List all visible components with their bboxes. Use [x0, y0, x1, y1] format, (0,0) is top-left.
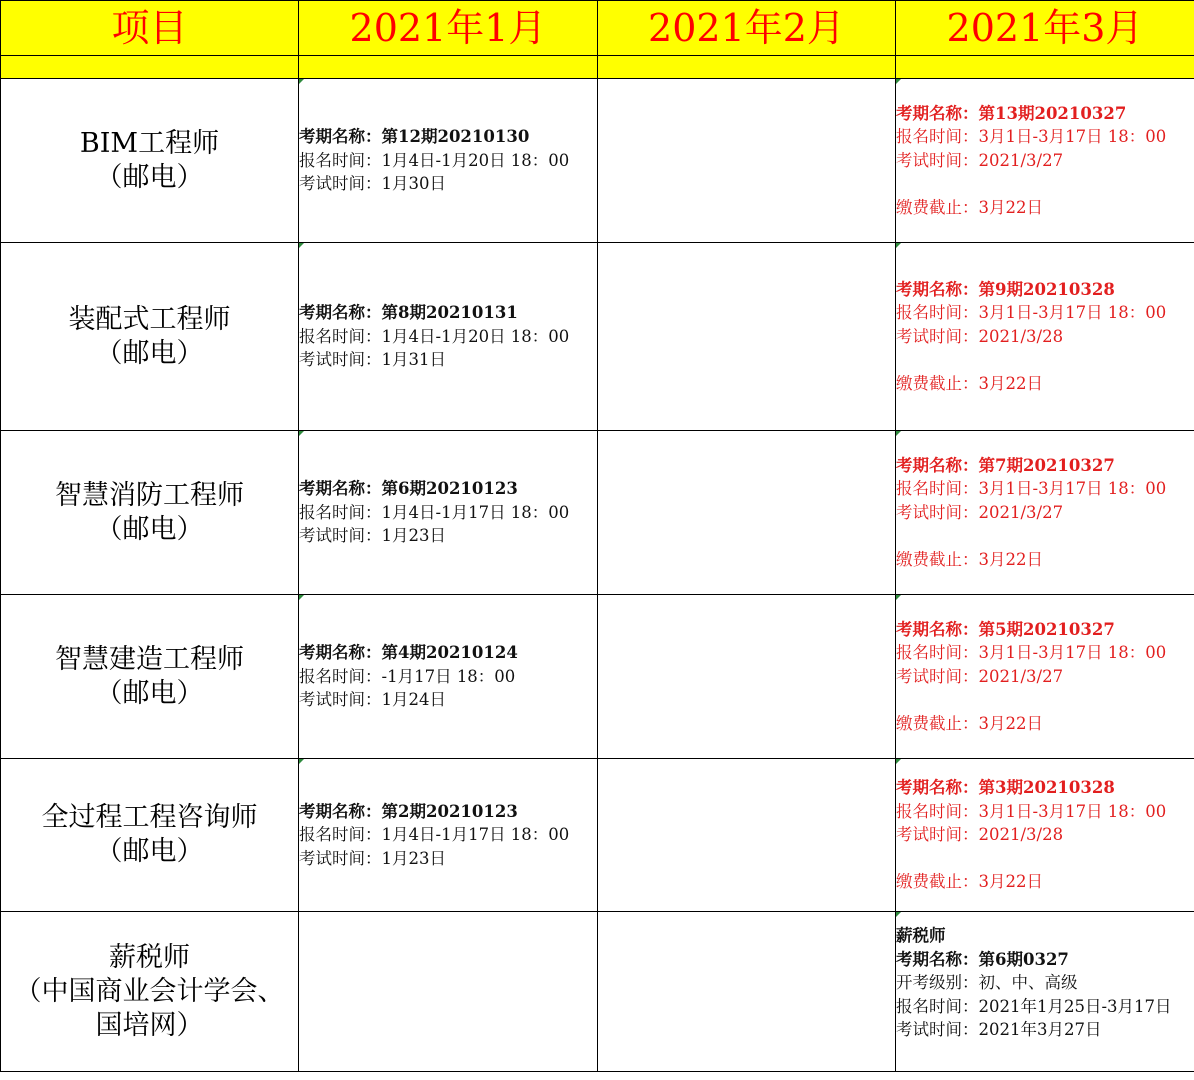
- header-row: [1, 1, 1194, 56]
- fee-deadline: 缴费截止：3月22日: [896, 197, 1043, 217]
- term-name: 考期名称：第12期20210130: [299, 127, 530, 147]
- exam-time: 考试时间：1月23日: [299, 848, 446, 868]
- term-name: 考期名称：第8期20210131: [299, 303, 518, 323]
- registration-time: 报名时间：1月4日-1月20日 18：00: [299, 326, 570, 346]
- project-cell[interactable]: [1, 79, 299, 243]
- exam-time: 考试时间：2021/3/27: [896, 150, 1064, 170]
- registration-time: 报名时间：3月1日-3月17日 18：00: [896, 801, 1167, 821]
- registration-time: 报名时间：1月4日-1月17日 18：00: [299, 825, 570, 845]
- header-spacer-cell[interactable]: [598, 56, 896, 79]
- project-name: 装配式工程师: [68, 303, 231, 335]
- registration-time: 报名时间：3月1日-3月17日 18：00: [896, 643, 1167, 663]
- feb-cell[interactable]: [598, 243, 896, 431]
- header-spacer-cell[interactable]: [896, 56, 1194, 79]
- exam-time: 考试时间：2021/3/28: [896, 326, 1064, 346]
- jan-cell[interactable]: [299, 759, 598, 912]
- spacer: [896, 688, 1194, 712]
- fee-deadline: 缴费截止：3月22日: [896, 872, 1043, 892]
- header-mar[interactable]: 2021年3月: [896, 1, 1194, 56]
- project-org: （邮电）: [95, 677, 204, 709]
- registration-time: 报名时间：3月1日-3月17日 18：00: [896, 127, 1167, 147]
- term-name: 考期名称：第2期20210123: [299, 801, 518, 821]
- project-org-2: 国培网）: [95, 1009, 204, 1041]
- spacer: [896, 524, 1194, 548]
- feb-cell[interactable]: [598, 431, 896, 595]
- table-row: [1, 79, 1194, 243]
- header-spacer-cell[interactable]: [299, 56, 598, 79]
- project-org: （邮电）: [95, 513, 204, 545]
- feb-cell[interactable]: [598, 79, 896, 243]
- term-name: 考期名称：第5期20210327: [896, 619, 1115, 639]
- exam-time: 考试时间：1月24日: [299, 690, 446, 710]
- term-name: 考期名称：第13期20210327: [896, 103, 1127, 123]
- table-row: [1, 912, 1194, 1072]
- header-feb[interactable]: 2021年2月: [598, 1, 896, 56]
- exam-time: 考试时间：2021/3/28: [896, 825, 1064, 845]
- project-name: 全过程工程咨询师: [41, 802, 258, 833]
- fee-deadline: 缴费截止：3月22日: [896, 549, 1043, 569]
- exam-level: 开考级别：初、中、高级: [896, 973, 1078, 992]
- project-cell[interactable]: [1, 243, 299, 431]
- project-cell[interactable]: [1, 431, 299, 595]
- project-cell[interactable]: [1, 595, 299, 759]
- spacer: [896, 172, 1194, 196]
- mar-cell[interactable]: [896, 595, 1194, 759]
- exam-time: 考试时间：2021/3/27: [896, 502, 1064, 522]
- registration-time: 报名时间：3月1日-3月17日 18：00: [896, 303, 1167, 323]
- project-name: BIM工程师: [79, 127, 220, 159]
- feb-cell[interactable]: [598, 595, 896, 759]
- spacer: [896, 348, 1194, 372]
- jan-cell[interactable]: [299, 243, 598, 431]
- project-org: （邮电）: [95, 337, 204, 369]
- exam-time: 考试时间：2021年3月27日: [896, 1020, 1102, 1039]
- header-project[interactable]: 项目: [1, 1, 299, 56]
- jan-cell[interactable]: [299, 79, 598, 243]
- exam-time: 考试时间：1月30日: [299, 174, 446, 194]
- project-name: 智慧消防工程师: [55, 479, 244, 511]
- registration-time: 报名时间：-1月17日 18：00: [299, 666, 516, 686]
- project-cell[interactable]: [1, 912, 299, 1072]
- mar-cell[interactable]: [896, 912, 1194, 1072]
- project-cell[interactable]: [1, 759, 299, 912]
- mar-cell[interactable]: [896, 79, 1194, 243]
- registration-time: 报名时间：3月1日-3月17日 18：00: [896, 479, 1167, 499]
- feb-cell[interactable]: [598, 759, 896, 912]
- project-org: （邮电）: [95, 161, 204, 193]
- table-row: [1, 759, 1194, 912]
- term-name: 考期名称：第3期20210328: [896, 778, 1115, 798]
- project-name: 智慧建造工程师: [55, 643, 244, 675]
- table-row: [1, 431, 1194, 595]
- jan-cell[interactable]: [299, 595, 598, 759]
- fee-deadline: 缴费截止：3月22日: [896, 713, 1043, 733]
- cert-title: 薪税师: [896, 926, 946, 945]
- registration-time: 报名时间：2021年1月25日-3月17日: [896, 996, 1172, 1016]
- project-org: （邮电）: [95, 836, 204, 867]
- jan-cell[interactable]: [299, 912, 598, 1072]
- exam-time: 考试时间：2021/3/27: [896, 666, 1064, 686]
- mar-cell[interactable]: [896, 759, 1194, 912]
- project-name: 薪税师: [109, 941, 190, 973]
- exam-time: 考试时间：1月31日: [299, 350, 446, 370]
- registration-time: 报名时间：1月4日-1月17日 18：00: [299, 502, 570, 522]
- term-name: 考期名称：第6期20210123: [299, 479, 518, 499]
- term-name: 考期名称：第6期0327: [896, 949, 1069, 969]
- spacer: [896, 847, 1194, 871]
- table-row: [1, 595, 1194, 759]
- term-name: 考期名称：第9期20210328: [896, 279, 1115, 299]
- header-spacer-row: [1, 56, 1194, 79]
- feb-cell[interactable]: [598, 912, 896, 1072]
- term-name: 考期名称：第7期20210327: [896, 455, 1115, 475]
- jan-cell[interactable]: [299, 431, 598, 595]
- mar-cell[interactable]: [896, 243, 1194, 431]
- mar-cell[interactable]: [896, 431, 1194, 595]
- fee-deadline: 缴费截止：3月22日: [896, 373, 1043, 393]
- table-row: [1, 243, 1194, 431]
- registration-time: 报名时间：1月4日-1月20日 18：00: [299, 150, 570, 170]
- header-jan[interactable]: 2021年1月: [299, 1, 598, 56]
- exam-time: 考试时间：1月23日: [299, 526, 446, 546]
- header-spacer-cell[interactable]: [1, 56, 299, 79]
- project-org: （中国商业会计学会、: [14, 975, 285, 1007]
- term-name: 考期名称：第4期20210124: [299, 643, 518, 663]
